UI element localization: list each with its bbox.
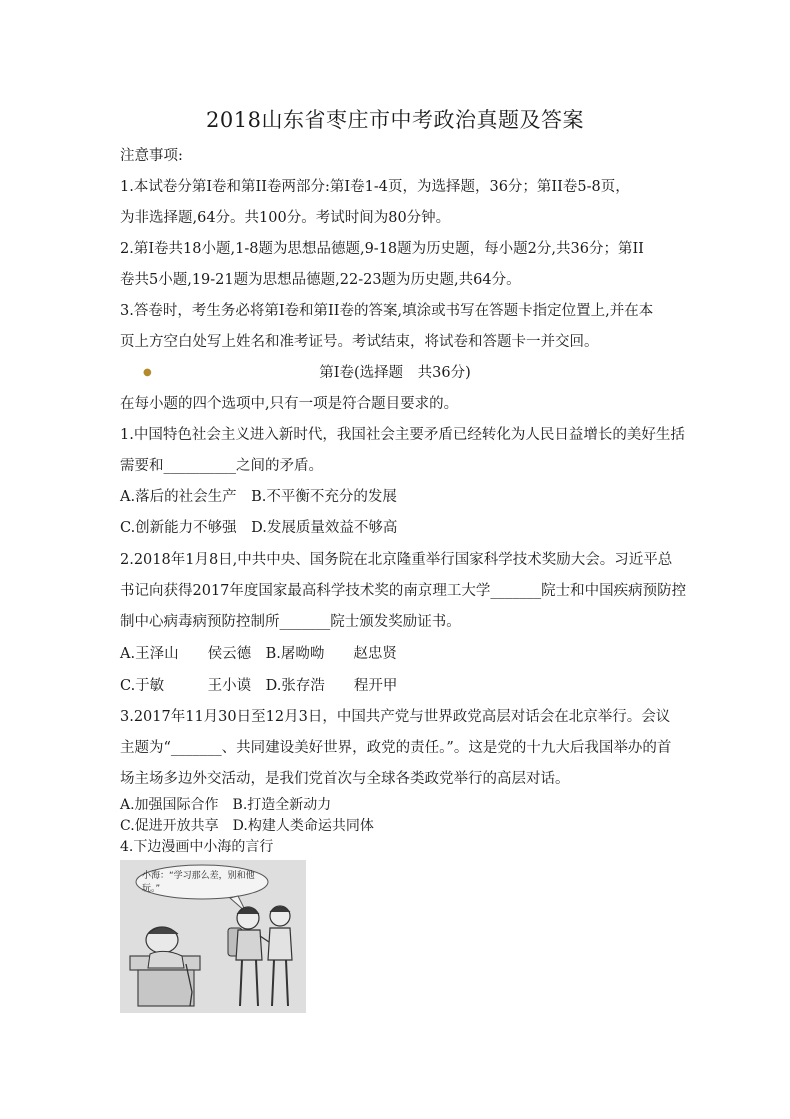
question-4-line-1: 4.下边漫画中小海的言行	[120, 839, 274, 855]
notice-3-line-2: 页上方空白处写上姓名和准考证号。考试结束，将试卷和答题卡一并交回。	[120, 334, 599, 350]
notice-1-line-2: 为非选择题,64分。共100分。考试时间为80分钟。	[120, 210, 451, 226]
friend-boy-hair	[270, 907, 290, 912]
question-3-line-2: 主题为“_______、共同建设美好世界，政党的责任。”。这是党的十九大后我国举办的首	[120, 740, 672, 756]
notice-heading: 注意事项:	[120, 148, 183, 164]
comic-illustration	[120, 860, 306, 1013]
comic-caption: 小海：“学习那么差，别和他玩。”	[142, 871, 255, 894]
desk-front	[138, 970, 194, 1006]
notice-3-line-1: 3.答卷时，考生务必将第I卷和第II卷的答案,填涂或书写在答题卡指定位置上,并在本	[120, 303, 654, 319]
notice-2-line-1: 2.第I卷共18小题,1-8题为思想品德题,9-18题为历史题，每小题2分,共36分；第II	[120, 241, 644, 257]
notice-1-line-1: 1.本试卷分第I卷和第II卷两部分:第I卷1-4页，为选择题，36分；第II卷5-8页，	[120, 179, 630, 195]
page-title: 2018山东省枣庄市中考政治真题及答案	[206, 108, 584, 132]
question-1-line-1: 1.中国特色社会主义进入新时代，我国社会主要矛盾已经转化为人民日益增长的美好生括	[120, 427, 685, 443]
friend-boy-body	[268, 928, 292, 960]
question-1-line-2: 需要和__________之间的矛盾。	[120, 458, 323, 474]
question-3-line-1: 3.2017年11月30日至12月3日，中国共产党与世界政党高层对话会在北京举行。会议	[120, 709, 671, 725]
question-2-line-2: 书记向获得2017年度国家最高科学技术奖的南京理工大学_______院士和中国疾病预防控	[120, 583, 687, 599]
sad-boy-hair	[148, 927, 178, 934]
speaker-boy-hair	[237, 908, 259, 914]
sad-boy-arms	[148, 951, 184, 968]
friend-boy-legs	[272, 960, 288, 1006]
notice-2-line-2: 卷共5小题,19-21题为思想品德题,22-23题为历史题,共64分。	[120, 272, 521, 288]
scan-speck: ●	[143, 367, 152, 378]
question-2-options-cd: C.于敏 王小谟 D.张存浩 程开甲	[120, 678, 398, 694]
question-2-options-ab: A.王泽山 侯云德 B.屠呦呦 赵忠贤	[120, 646, 397, 662]
speaker-boy-body	[236, 930, 262, 960]
question-1-options-cd: C.创新能力不够强 D.发展质量效益不够高	[120, 520, 398, 536]
instruction: 在每小题的四个选项中,只有一项是符合题目要求的。	[120, 396, 459, 412]
question-1-options-ab: A.落后的社会生产 B.不平衡不充分的发展	[120, 489, 397, 505]
question-3-options-cd: C.促进开放共享 D.构建人类命运共同体	[120, 818, 374, 834]
speaker-boy-legs	[240, 960, 258, 1006]
section-title: 第I卷(选择题 共36分)	[319, 365, 471, 381]
question-3-line-3: 场主场多边外交活动，是我们党首次与全球各类政党举行的高层对话。	[120, 771, 570, 787]
question-2-line-1: 2.2018年1月8日,中共中央、国务院在北京隆重举行国家科学技术奖励大会。习近平总	[120, 552, 673, 568]
question-3-options-ab: A.加强国际合作 B.打造全新动力	[120, 797, 332, 813]
question-2-line-3: 制中心病毒病预防控制所_______院士颁发奖励证书。	[120, 614, 461, 630]
